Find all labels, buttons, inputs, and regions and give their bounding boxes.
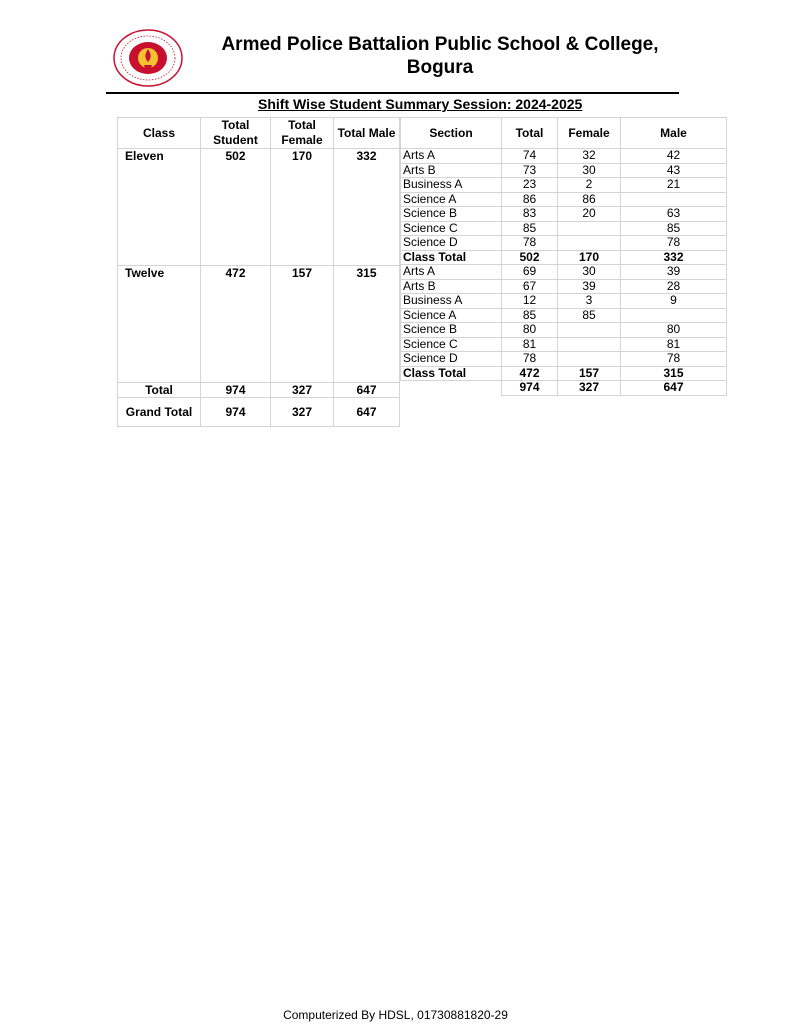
sections-grand-female: 327 bbox=[558, 381, 621, 396]
section-male: 21 bbox=[621, 178, 727, 193]
section-row bbox=[401, 236, 727, 251]
section-male: 43 bbox=[621, 163, 727, 178]
section-total: 502 bbox=[502, 250, 558, 265]
section-female: 20 bbox=[558, 207, 621, 222]
section-total: 86 bbox=[502, 192, 558, 207]
section-female: 30 bbox=[558, 265, 621, 280]
class-male: 332 bbox=[334, 149, 400, 266]
sections-grand-total: 974 bbox=[502, 381, 558, 396]
section-total: 73 bbox=[502, 163, 558, 178]
total-student: 974 bbox=[201, 383, 271, 398]
section-female: 30 bbox=[558, 163, 621, 178]
section-male: 28 bbox=[621, 279, 727, 294]
section-female bbox=[558, 221, 621, 236]
section-female bbox=[558, 352, 621, 367]
section-male: 80 bbox=[621, 323, 727, 338]
section-male bbox=[621, 308, 727, 323]
section-total: 85 bbox=[502, 308, 558, 323]
class-total-row bbox=[401, 366, 727, 381]
section-name: Science C bbox=[401, 221, 502, 236]
section-row bbox=[401, 221, 727, 236]
section-row bbox=[401, 323, 727, 338]
section-male: 332 bbox=[621, 250, 727, 265]
section-male: 315 bbox=[621, 366, 727, 381]
total-male: 647 bbox=[334, 383, 400, 398]
section-total: 472 bbox=[502, 366, 558, 381]
section-name: Arts A bbox=[401, 149, 502, 164]
column-header: Total Student bbox=[201, 118, 271, 149]
section-name: Science B bbox=[401, 207, 502, 222]
class-name: Twelve bbox=[118, 266, 201, 383]
column-header: Female bbox=[558, 118, 621, 149]
total-row bbox=[118, 383, 400, 398]
section-total: 67 bbox=[502, 279, 558, 294]
section-male bbox=[621, 192, 727, 207]
class-total-row bbox=[401, 250, 727, 265]
section-female bbox=[558, 236, 621, 251]
section-total: 23 bbox=[502, 178, 558, 193]
section-female bbox=[558, 337, 621, 352]
report-subtitle: Shift Wise Student Summary Session: 2024-2025 bbox=[258, 96, 583, 112]
header-divider bbox=[106, 92, 679, 94]
section-total: 80 bbox=[502, 323, 558, 338]
section-row bbox=[401, 149, 727, 164]
total-female: 327 bbox=[271, 383, 334, 398]
section-total: 69 bbox=[502, 265, 558, 280]
section-name: Science B bbox=[401, 323, 502, 338]
class-male: 315 bbox=[334, 266, 400, 383]
section-female: 2 bbox=[558, 178, 621, 193]
column-header: Total Male bbox=[334, 118, 400, 149]
total-label: Total bbox=[118, 383, 201, 398]
column-header: Total bbox=[502, 118, 558, 149]
section-female: 85 bbox=[558, 308, 621, 323]
class-summary-table bbox=[117, 117, 400, 427]
section-total: 81 bbox=[502, 337, 558, 352]
section-row bbox=[401, 178, 727, 193]
section-male: 9 bbox=[621, 294, 727, 309]
section-male: 42 bbox=[621, 149, 727, 164]
section-row bbox=[401, 308, 727, 323]
grand-total-row bbox=[118, 398, 400, 427]
section-row bbox=[401, 207, 727, 222]
section-row bbox=[401, 163, 727, 178]
sections-grand-total-row bbox=[401, 381, 727, 396]
table-row bbox=[118, 149, 400, 266]
column-header: Male bbox=[621, 118, 727, 149]
section-name: Science D bbox=[401, 236, 502, 251]
section-total: 12 bbox=[502, 294, 558, 309]
section-total: 85 bbox=[502, 221, 558, 236]
section-female: 39 bbox=[558, 279, 621, 294]
grand-total-male: 647 bbox=[334, 398, 400, 427]
section-row bbox=[401, 192, 727, 207]
section-male: 39 bbox=[621, 265, 727, 280]
section-name: Class Total bbox=[401, 366, 502, 381]
grand-total-student: 974 bbox=[201, 398, 271, 427]
section-male: 81 bbox=[621, 337, 727, 352]
class-female: 170 bbox=[271, 149, 334, 266]
column-header: Section bbox=[401, 118, 502, 149]
title-line-2: Bogura bbox=[406, 57, 474, 78]
section-name: Business A bbox=[401, 178, 502, 193]
section-female: 170 bbox=[558, 250, 621, 265]
sections-grand-male: 647 bbox=[621, 381, 727, 396]
section-total: 78 bbox=[502, 236, 558, 251]
section-row bbox=[401, 352, 727, 367]
blank-cell bbox=[401, 381, 502, 396]
section-female: 3 bbox=[558, 294, 621, 309]
grand-total-female: 327 bbox=[271, 398, 334, 427]
section-name: Science D bbox=[401, 352, 502, 367]
section-row bbox=[401, 294, 727, 309]
column-header: Total Female bbox=[271, 118, 334, 149]
section-male: 63 bbox=[621, 207, 727, 222]
footer-credit: Computerized By HDSL, 01730881820-29 bbox=[283, 1008, 508, 1022]
column-header: Class bbox=[118, 118, 201, 149]
section-male: 78 bbox=[621, 352, 727, 367]
section-male: 78 bbox=[621, 236, 727, 251]
section-total: 74 bbox=[502, 149, 558, 164]
section-row bbox=[401, 279, 727, 294]
section-female: 32 bbox=[558, 149, 621, 164]
section-breakdown-table bbox=[400, 117, 727, 396]
title-line-1: Armed Police Battalion Public School & College, bbox=[221, 34, 659, 55]
page-title bbox=[190, 33, 690, 79]
section-total: 78 bbox=[502, 352, 558, 367]
section-name: Arts A bbox=[401, 265, 502, 280]
section-female: 157 bbox=[558, 366, 621, 381]
table-header-row bbox=[401, 118, 727, 149]
section-total: 83 bbox=[502, 207, 558, 222]
class-female: 157 bbox=[271, 266, 334, 383]
section-name: Science A bbox=[401, 192, 502, 207]
section-female: 86 bbox=[558, 192, 621, 207]
grand-total-label: Grand Total bbox=[118, 398, 201, 427]
table-header-row bbox=[118, 118, 400, 149]
section-name: Science C bbox=[401, 337, 502, 352]
section-name: Class Total bbox=[401, 250, 502, 265]
section-male: 85 bbox=[621, 221, 727, 236]
section-name: Science A bbox=[401, 308, 502, 323]
class-total: 502 bbox=[201, 149, 271, 266]
class-name: Eleven bbox=[118, 149, 201, 266]
table-row bbox=[118, 266, 400, 383]
school-crest-logo-icon bbox=[110, 28, 186, 88]
section-row bbox=[401, 337, 727, 352]
section-row bbox=[401, 265, 727, 280]
section-name: Arts B bbox=[401, 279, 502, 294]
section-name: Business A bbox=[401, 294, 502, 309]
section-name: Arts B bbox=[401, 163, 502, 178]
class-total: 472 bbox=[201, 266, 271, 383]
section-female bbox=[558, 323, 621, 338]
